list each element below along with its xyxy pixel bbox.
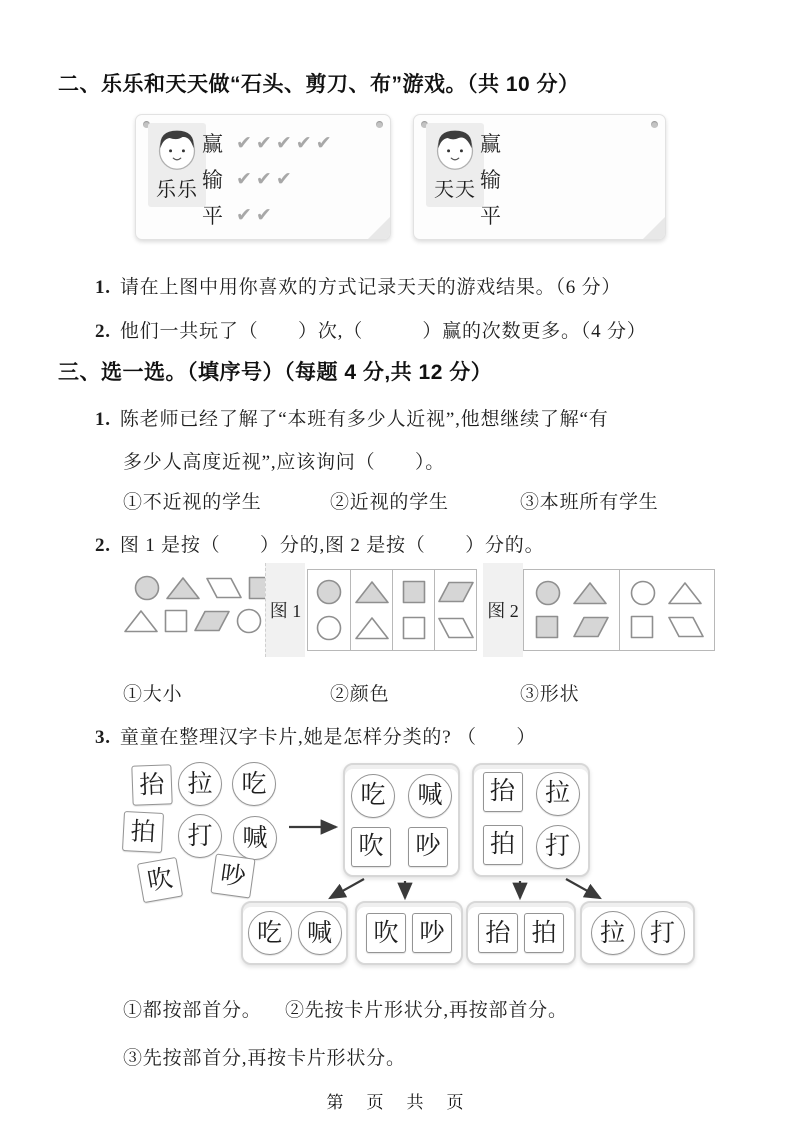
row-label: 赢 [480, 132, 501, 156]
question-text: 他们一共玩了（ ）次,（ ）赢的次数更多。（4 分） [119, 321, 647, 342]
boy-avatar-icon [153, 126, 201, 172]
row-label: 平 [480, 204, 501, 228]
tally-marks [236, 131, 336, 154]
hanzi-card: 拍 [524, 913, 564, 953]
hanzi-card: 吃 [232, 762, 276, 806]
hanzi-card: 拉 [536, 772, 580, 816]
group-hand-square [466, 901, 576, 965]
check-mark: ✔ [255, 203, 272, 226]
group-hand-circle [580, 901, 695, 965]
fig1-label: 图 1 [265, 563, 305, 657]
option-2: ②近视的学生 [330, 492, 449, 513]
tally-row-tie [202, 197, 336, 233]
row-label: 平 [202, 204, 223, 228]
hanzi-card: 喊 [233, 816, 277, 860]
player-name: 乐乐 [156, 179, 198, 201]
question-number: 2. [95, 535, 111, 556]
check-mark: ✔ [236, 167, 252, 190]
question-3-2 [95, 530, 544, 557]
triangle-shape [667, 580, 703, 606]
hanzi-card: 抬 [478, 913, 518, 953]
shape-row [123, 608, 277, 634]
shape-sorting-figure [95, 563, 723, 657]
tally-row-lose [202, 161, 336, 197]
check-mark: ✔ [275, 167, 292, 190]
hanzi-card: 打 [536, 825, 580, 869]
row-label: 赢 [202, 132, 223, 156]
row-label: 输 [480, 168, 501, 192]
tally-marks [236, 203, 276, 226]
folded-corner [368, 217, 390, 239]
hanzi-card: 吃 [351, 774, 395, 818]
group-mouth-radical [343, 763, 460, 877]
check-mark: ✔ [295, 131, 312, 154]
question-2-1 [95, 272, 621, 299]
para_a-shape [193, 608, 231, 634]
question-3-1-line1 [95, 404, 609, 431]
hanzi-card: 吃 [248, 911, 292, 955]
question-3-3-options-row2 [123, 1043, 406, 1070]
check-mark: ✔ [275, 131, 292, 154]
group-mouth-square [355, 901, 463, 965]
pin-icon [376, 121, 383, 128]
question-3-1-line2 [123, 447, 445, 474]
tally-row-tie [480, 197, 514, 233]
option-3: ③先按部首分,再按卡片形状分。 [123, 1048, 406, 1069]
group-mouth-circle [241, 901, 348, 965]
player-panel [148, 123, 206, 207]
hanzi-card: 拍 [122, 811, 164, 853]
fig1-column-circles [308, 570, 350, 650]
square-shape [163, 608, 189, 634]
hanzi-card: 吹 [137, 857, 183, 903]
triangle-shape [354, 579, 390, 605]
option-2: ②颜色 [330, 684, 390, 705]
player-name: 天天 [434, 179, 476, 201]
question-number: 2. [95, 321, 111, 342]
shape-row [133, 575, 277, 601]
para_a-shape [437, 579, 475, 605]
circle-shape [315, 579, 343, 605]
hanzi-card: 吵 [412, 913, 452, 953]
question-text: 多少人高度近视”,应该询问（ ）。 [123, 452, 446, 473]
question-text: 请在上图中用你喜欢的方式记录天天的游戏结果。（6 分） [119, 277, 622, 298]
option-1: ①都按部首分。 [123, 1000, 262, 1021]
question-3-3-options-row1 [123, 995, 568, 1022]
hanzi-card: 吵 [408, 827, 448, 867]
circle-shape [629, 580, 657, 606]
card-sorting-diagram [92, 757, 732, 973]
fig2-label: 图 2 [483, 563, 523, 657]
row-label: 输 [202, 168, 223, 192]
fig1-column-squares [392, 570, 434, 650]
page-footer: 第 页 共 页 [326, 1093, 467, 1112]
hanzi-card: 吹 [366, 913, 406, 953]
para_b-shape [437, 615, 475, 641]
hanzi-card: 吵 [210, 853, 255, 898]
check-mark: ✔ [255, 167, 272, 190]
option-1: ①大小 [123, 684, 183, 705]
record-card-lele [135, 114, 391, 240]
question-text: 陈老师已经了解了“本班有多少人近视”,他想继续了解“有 [119, 409, 609, 430]
square-shape [534, 614, 560, 640]
hanzi-card: 拍 [483, 825, 523, 865]
pin-icon [651, 121, 658, 128]
tally-rows [202, 125, 336, 233]
hanzi-card: 打 [178, 814, 222, 858]
question-number: 3. [95, 727, 111, 748]
option-3: ③本班所有学生 [520, 492, 659, 513]
option-2: ②先按卡片形状分,再按部首分。 [285, 1000, 568, 1021]
check-mark: ✔ [255, 131, 272, 154]
tally-row-win [480, 125, 514, 161]
triangle-shape [123, 608, 159, 634]
hanzi-card: 抬 [131, 764, 172, 805]
tally-row-win [202, 125, 336, 161]
unsorted-shapes [123, 575, 277, 634]
fig1-column-triangles [350, 570, 392, 650]
circle-shape [315, 615, 343, 641]
para_b-shape [205, 575, 243, 601]
boy-avatar-icon [431, 126, 479, 172]
question-number: 1. [95, 277, 111, 298]
check-mark: ✔ [236, 203, 252, 226]
group-hand-radical [472, 763, 590, 877]
question-3-3 [95, 722, 536, 749]
fig1-box [307, 569, 477, 651]
check-mark: ✔ [236, 131, 252, 154]
square-shape [401, 615, 427, 641]
fig2-column-white [619, 570, 714, 650]
option-1: ①不近视的学生 [123, 492, 262, 513]
option-3: ③形状 [520, 684, 580, 705]
hanzi-card: 吹 [351, 827, 391, 867]
check-mark: ✔ [315, 131, 332, 154]
player-panel [426, 123, 484, 207]
section2-title: 二、乐乐和天天做“石头、剪刀、布”游戏。（共 10 分） [58, 73, 580, 96]
hanzi-card: 拉 [591, 911, 635, 955]
section3-title: 三、选一选。（填序号）（每题 4 分,共 12 分） [58, 361, 493, 384]
question-2-2 [95, 316, 647, 343]
circle-shape [133, 575, 161, 601]
question-3-1-options [123, 487, 659, 514]
question-text: 图 1 是按（ ）分的,图 2 是按（ ）分的。 [119, 535, 545, 556]
hanzi-card: 抬 [483, 772, 523, 812]
hanzi-card: 打 [641, 911, 685, 955]
circle-shape [534, 580, 562, 606]
square-shape [401, 579, 427, 605]
tally-marks [236, 167, 296, 190]
fig2-box [523, 569, 715, 651]
hanzi-card: 拉 [178, 762, 222, 806]
para_a-shape [572, 614, 610, 640]
question-3-2-options [123, 679, 579, 706]
triangle-shape [572, 580, 608, 606]
question-number: 1. [95, 409, 111, 430]
hanzi-card: 喊 [408, 774, 452, 818]
fig2-column-gray [524, 570, 619, 650]
triangle-shape [354, 615, 390, 641]
tally-rows [480, 125, 514, 233]
question-text: 童童在整理汉字卡片,她是怎样分类的? （ ） [119, 727, 537, 748]
hanzi-card: 喊 [298, 911, 342, 955]
triangle-shape [165, 575, 201, 601]
folded-corner [643, 217, 665, 239]
tally-row-lose [480, 161, 514, 197]
circle-shape [235, 608, 263, 634]
square-shape [629, 614, 655, 640]
record-card-tiantian [413, 114, 666, 240]
fig1-column-parallelograms [434, 570, 476, 650]
para_b-shape [667, 614, 705, 640]
